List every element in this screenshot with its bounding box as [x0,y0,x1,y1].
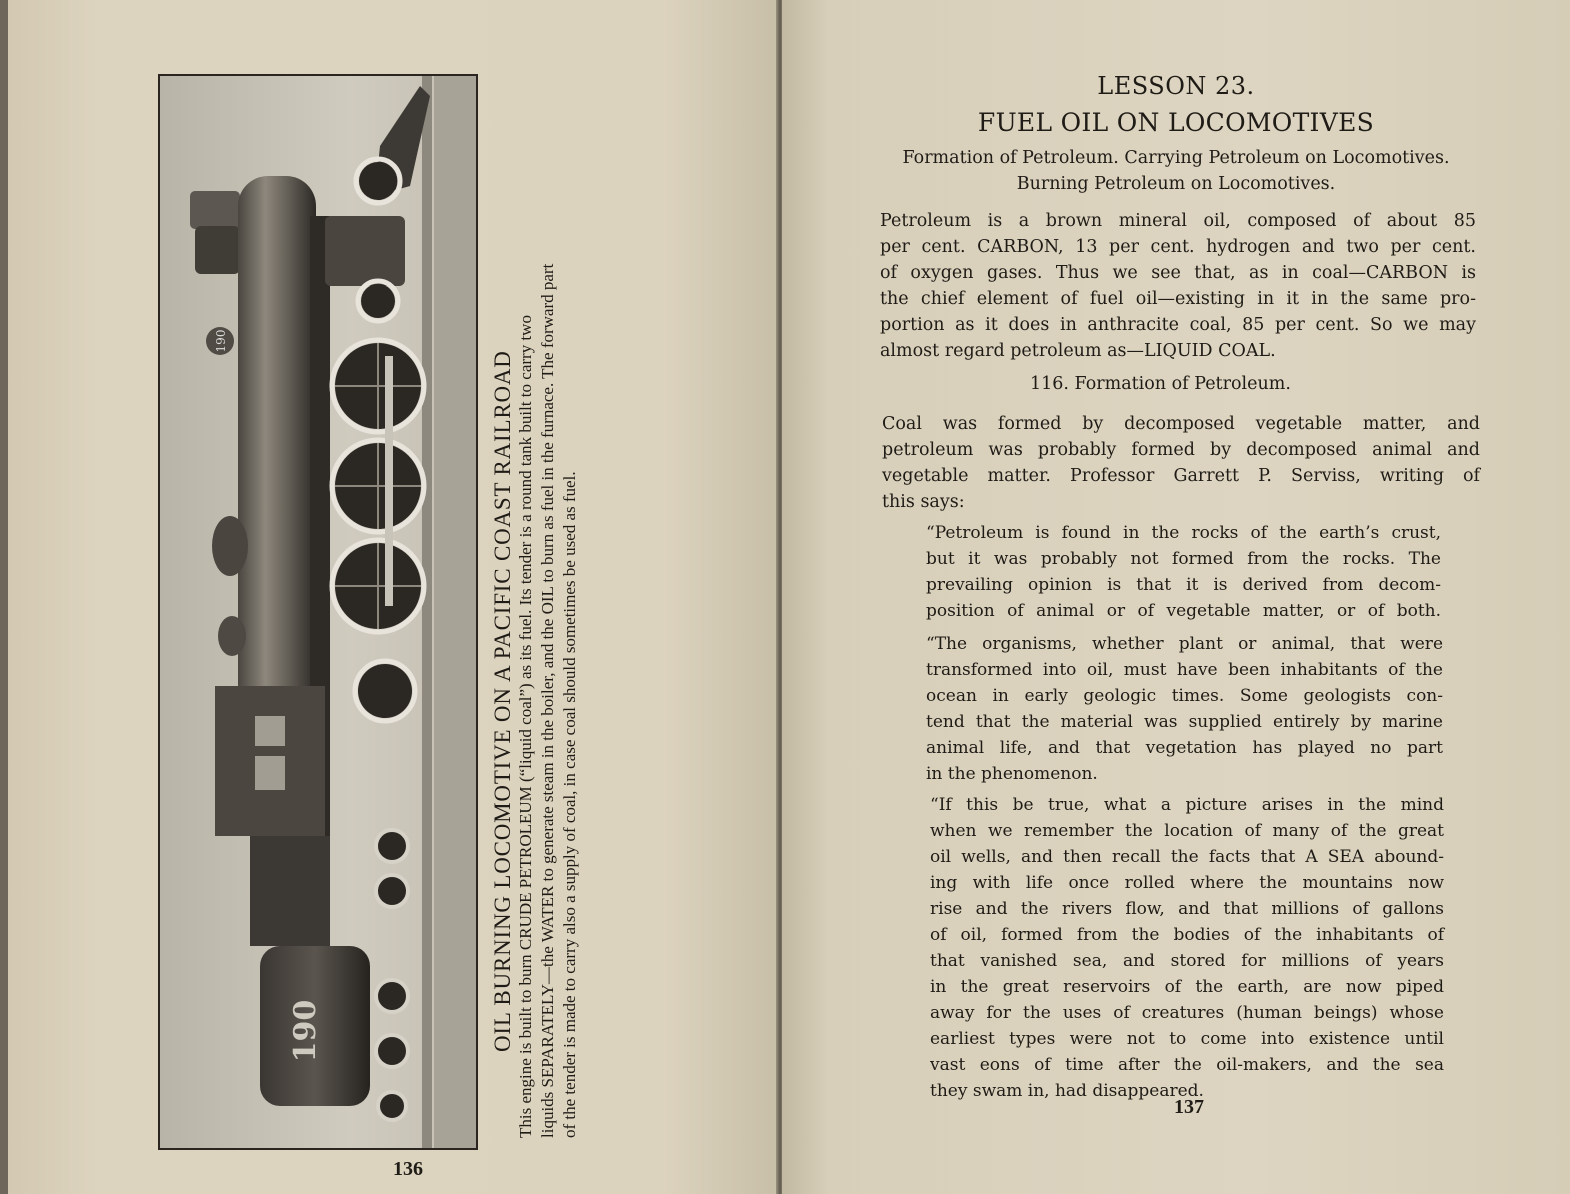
text-line: petroleum was probably formed by decomposed animal and [882,440,1480,460]
text-line: but it was probably not formed from the rocks. The [926,549,1441,569]
lesson-title: FUEL OIL ON LOCOMOTIVES [977,108,1375,137]
text-line: ing with life once rolled where the mountains now [930,873,1444,893]
locomotive-photo [158,74,478,1150]
intro-paragraph [880,208,1476,364]
right-page [782,0,1570,1194]
text-line: Petroleum is a brown mineral oil, composed of about 85 [880,211,1476,231]
page-number: 137 [1174,1096,1204,1118]
text-line: oil wells, and then recall the facts that A SEA abound- [930,847,1444,867]
page-number: 136 [393,1158,423,1180]
text-line: in the phenomenon. [926,764,1098,784]
body-paragraph [882,411,1480,515]
text-line: Coal was formed by decomposed vegetable matter, and [882,414,1480,434]
text-line: the chief element of fuel oil—existing in it in the same pro- [880,289,1476,309]
text-line: ocean in early geologic times. Some geologists con- [926,686,1443,706]
locomotive-illustration [160,76,476,1148]
text-line: they swam in, had disappeared. [930,1081,1204,1101]
text-line: vegetable matter. Professor Garrett P. Serviss, writing of [882,466,1480,486]
lesson-number: LESSON 23. [1097,72,1255,100]
text-line: when we remember the location of many of the great [930,821,1444,841]
quote-paragraph [926,520,1441,624]
text-line: vast eons of time after the oil-makers, and the sea [930,1055,1444,1075]
text-line: earliest types were not to come into existence until [930,1029,1444,1049]
text-line: tend that the material was supplied entirely by marine [926,712,1443,732]
text-line: portion as it does in anthracite coal, 85 per cent. So we may [880,315,1476,335]
text-line: prevailing opinion is that it is derived from decom- [926,575,1441,595]
text-line: per cent. CARBON, 13 per cent. hydrogen and two per cent. [880,237,1476,257]
lesson-subtitle: Burning Petroleum on Locomotives. [1016,174,1336,194]
photo-caption [486,80,598,1140]
text-line: rise and the rivers flow, and that millions of gallons [930,899,1444,919]
text-line: of oil, formed from the bodies of the inhabitants of [930,925,1444,945]
text-line: in the great reservoirs of the earth, are now piped [930,977,1444,997]
text-line: away for the uses of creatures (human beings) whose [930,1003,1444,1023]
text-line: animal life, and that vegetation has played no part [926,738,1443,758]
quote-paragraph [926,631,1443,787]
left-page [8,0,778,1194]
text-line: “The organisms, whether plant or animal, that were [926,634,1443,654]
engine-number-tender: 190 [288,999,323,1063]
quote-paragraph [930,792,1444,1104]
caption-line: This engine is built to burn CRUDE PETROLEUM (“liquid coal”) as its fuel. Its tender is a round tank built to carry two [516,315,535,1138]
caption-line: of the tender is made to carry also a supply of coal, in case coal should sometimes be used as fuel. [560,471,579,1138]
text-line: position of animal or of vegetable matter, or of both. [926,601,1441,621]
caption-line: liquids SEPARATELY—the WATER to generate steam in the boiler, and the OIL to burn as fuel in the furnace. The forward part [538,263,557,1138]
caption-title: OIL BURNING LOCOMOTIVE ON A PACIFIC COAST RAILROAD [490,350,515,1052]
section-heading: 116. Formation of Petroleum. [1030,374,1291,394]
text-line: this says: [882,492,965,512]
text-line: of oxygen gases. Thus we see that, as in coal—CARBON is [880,263,1476,283]
text-line: “Petroleum is found in the rocks of the earth’s crust, [926,523,1441,543]
text-line: almost regard petroleum as—LIQUID COAL. [880,341,1276,361]
text-line: “If this be true, what a picture arises in the mind [930,795,1444,815]
engine-number-front: 190 [214,329,228,353]
text-line: transformed into oil, must have been inhabitants of the [926,660,1443,680]
text-line: that vanished sea, and stored for millions of years [930,951,1444,971]
lesson-subtitle: Formation of Petroleum. Carrying Petroleum on Locomotives. [902,148,1450,168]
